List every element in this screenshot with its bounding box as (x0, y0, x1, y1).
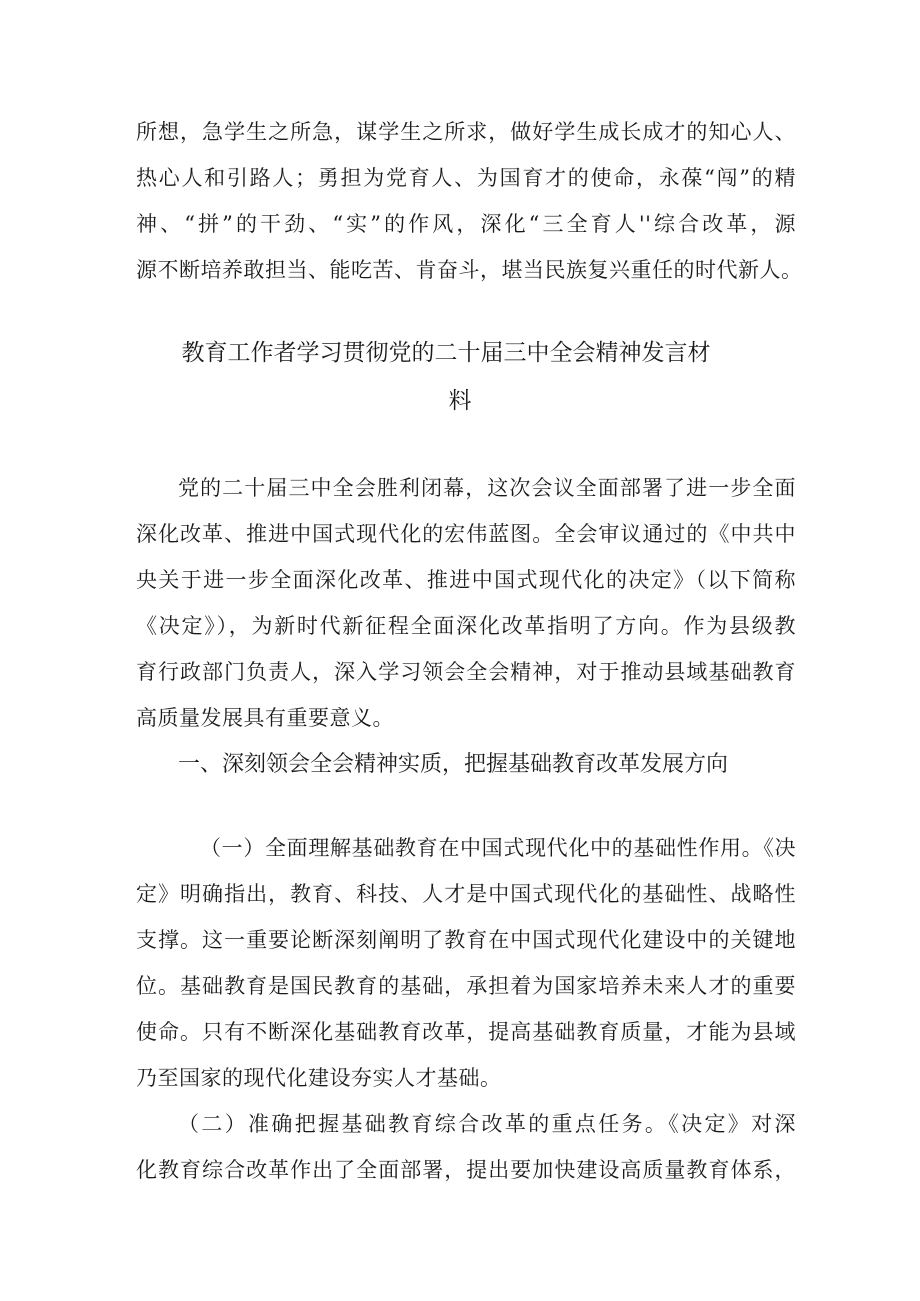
continuation-line-4: 源不断培养敢担当、能吃苦、肯奋斗，堪当民族复兴重任的时代新人。 (136, 258, 803, 282)
intro-line-1: 党的二十届三中全会胜利闭幕，这次会议全面部署了进一步全面 (178, 476, 796, 500)
document-title-line-1: 教育工作者学习贯彻党的二十届三中全会精神发言材 (181, 340, 711, 366)
continuation-line-1: 所想，急学生之所急，谋学生之所求，做好学生成长成才的知心人、 (136, 120, 796, 144)
intro-line-6: 高质量发展具有重要意义。 (136, 706, 394, 730)
section-1-heading: 一、深刻领会全会精神实质，把握基础教育改革发展方向 (178, 752, 729, 777)
para1-line-3: 支撑。这一重要论断深刻阐明了教育在中国式现代化建设中的关键地 (136, 928, 796, 952)
para2-line-2: 化教育综合改革作出了全面部署，提出要加快建设高质量教育体系， (136, 1158, 796, 1182)
intro-line-4: 《决定》），为新时代新征程全面深化改革指明了方向。作为县级教 (136, 614, 796, 638)
continuation-line-3: 神、“拼”的干劲、“实”的作风，深化“三全育人''综合改革，源 (136, 212, 796, 236)
intro-line-2: 深化改革、推进中国式现代化的宏伟蓝图。全会审议通过的《中共中 (136, 522, 796, 546)
para2-line-1: （二）准确把握基础教育综合改革的重点任务。《决定》对深 (178, 1112, 796, 1136)
continuation-line-2: 热心人和引路人；勇担为党育人、为国育才的使命，永葆“闯”的精 (136, 166, 796, 190)
para1-line-2: 定》明确指出，教育、科技、人才是中国式现代化的基础性、战略性 (136, 882, 796, 906)
document-title-line-2: 料 (448, 388, 472, 414)
para1-line-1: （一）全面理解基础教育在中国式现代化中的基础性作用。《决 (200, 836, 796, 860)
intro-line-5: 育行政部门负责人，深入学习领会全会精神，对于推动县域基础教育 (136, 660, 796, 684)
para1-line-4: 位。基础教育是国民教育的基础，承担着为国家培养未来人才的重要 (136, 974, 796, 998)
para1-line-6: 乃至国家的现代化建设夯实人才基础。 (136, 1066, 502, 1090)
intro-line-3: 央关于进一步全面深化改革、推进中国式现代化的决定》（以下简称 (136, 568, 796, 592)
para1-line-5: 使命。只有不断深化基础教育改革，提高基础教育质量，才能为县域 (136, 1020, 796, 1044)
